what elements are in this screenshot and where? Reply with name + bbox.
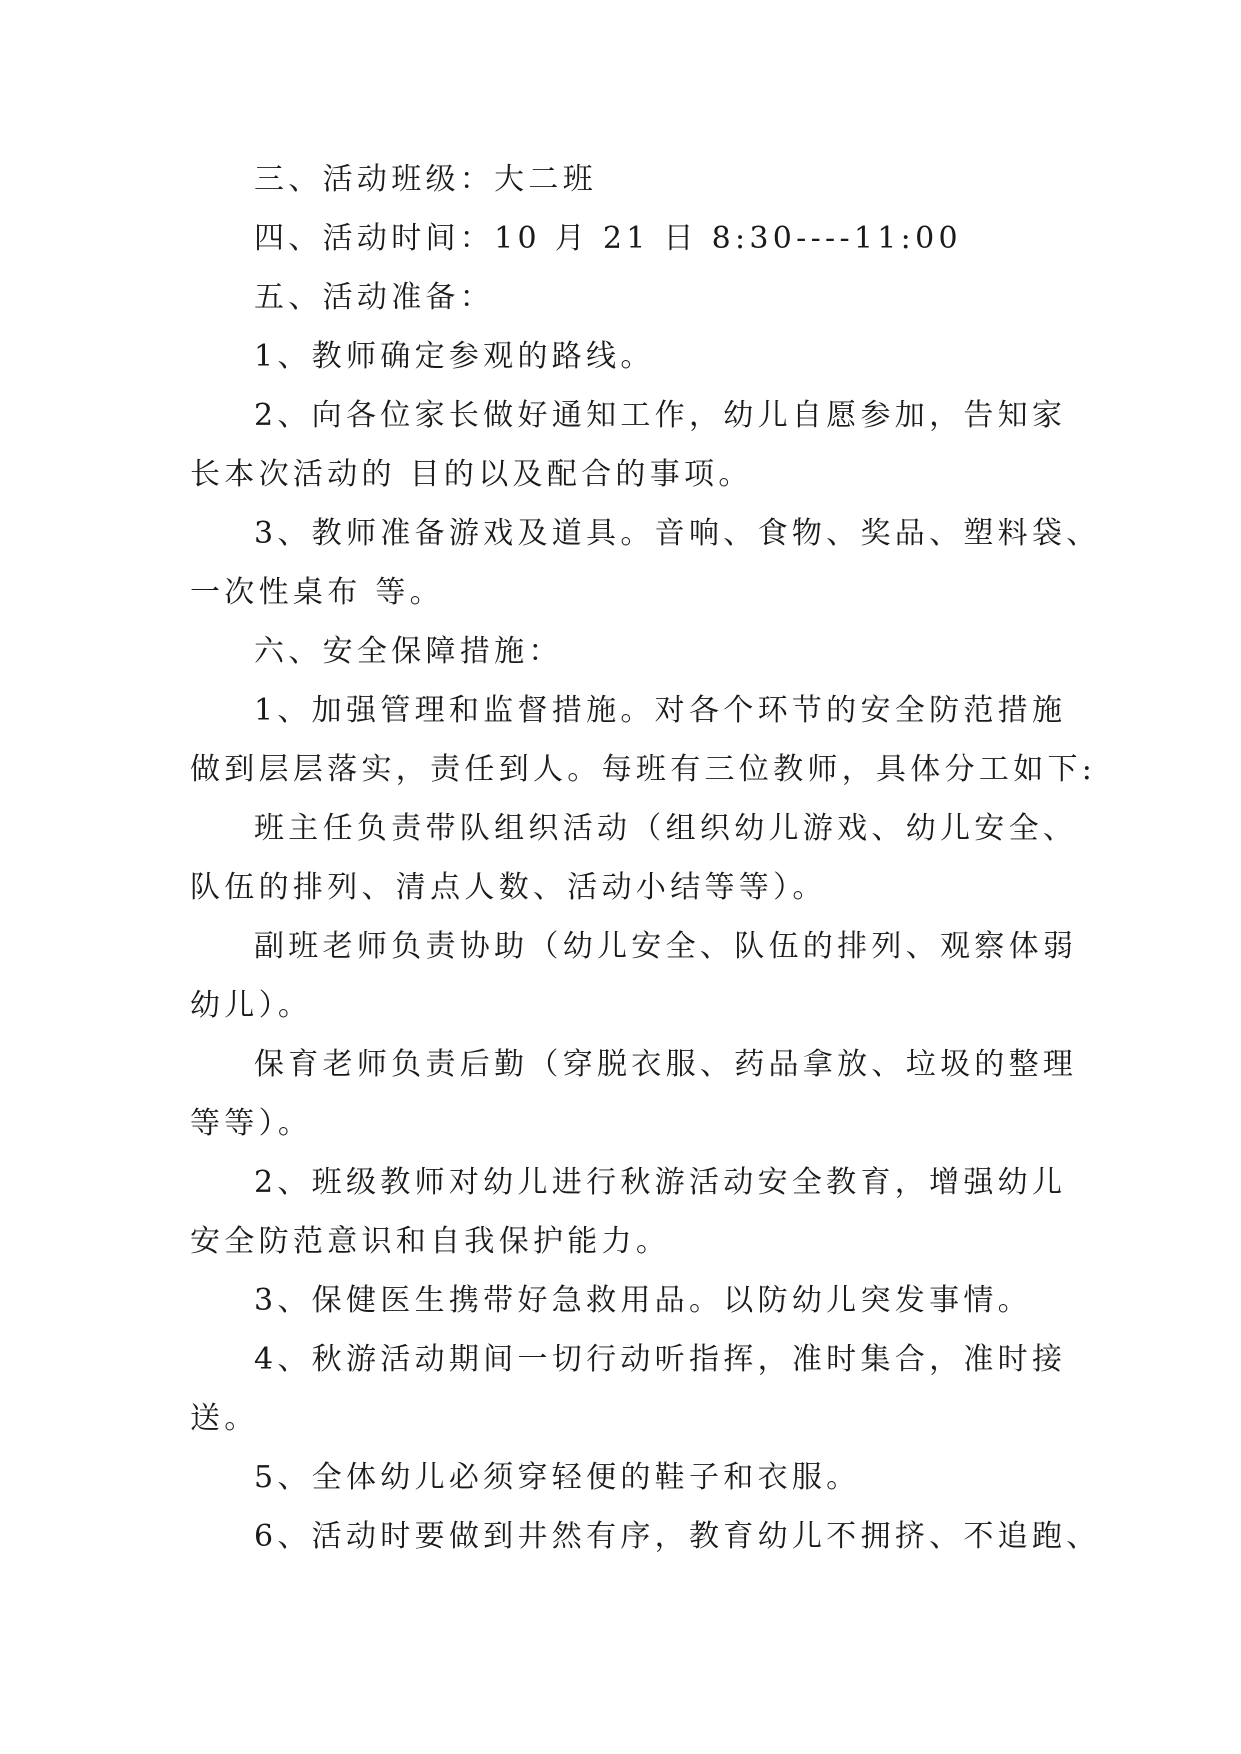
paragraph-line: 班主任负责带队组织活动（组织幼儿游戏、幼儿安全、 [254,811,1078,846]
list-item: 5、全体幼儿必须穿轻便的鞋子和衣服。 [254,1460,861,1495]
list-item-continuation: 做到层层落实，责任到人。每班有三位教师，具体分工如下: [190,752,1097,787]
list-item: 1、加强管理和监督措施。对各个环节的安全防范措施 [254,693,1067,728]
paragraph-line-continuation: 队伍的排列、清点人数、活动小结等等）。 [190,870,827,905]
list-item-continuation: 长本次活动的 目的以及配合的事项。 [190,457,753,492]
section-heading: 四、活动时间：10 月 21 日 8:30----11:00 [254,221,962,256]
list-item: 3、保健医生携带好急救用品。以防幼儿突发事情。 [254,1283,1032,1318]
list-item-continuation: 送。 [190,1401,259,1436]
paragraph-line: 副班老师负责协助（幼儿安全、队伍的排列、观察体弱 [254,929,1078,964]
paragraph-line-continuation: 幼儿）。 [190,988,313,1023]
list-item: 6、活动时要做到井然有序，教育幼儿不拥挤、不追跑、 [254,1519,1101,1554]
section-heading: 三、活动班级：大二班 [254,162,597,197]
list-item-continuation: 安全防范意识和自我保护能力。 [190,1224,671,1259]
paragraph-line: 保育老师负责后勤（穿脱衣服、药品拿放、垃圾的整理 [254,1047,1078,1082]
list-item: 4、秋游活动期间一切行动听指挥，准时集合，准时接 [254,1342,1067,1377]
section-heading: 五、活动准备： [254,280,495,315]
list-item: 3、教师准备游戏及道具。音响、食物、奖品、塑料袋、 [254,516,1101,551]
list-item: 2、向各位家长做好通知工作，幼儿自愿参加，告知家 [254,398,1067,433]
list-item: 1、教师确定参观的路线。 [254,339,655,374]
list-item: 2、班级教师对幼儿进行秋游活动安全教育，增强幼儿 [254,1165,1067,1200]
section-heading: 六、安全保障措施： [254,634,563,669]
list-item-continuation: 一次性桌布 等。 [190,575,444,610]
paragraph-line-continuation: 等等）。 [190,1106,313,1141]
